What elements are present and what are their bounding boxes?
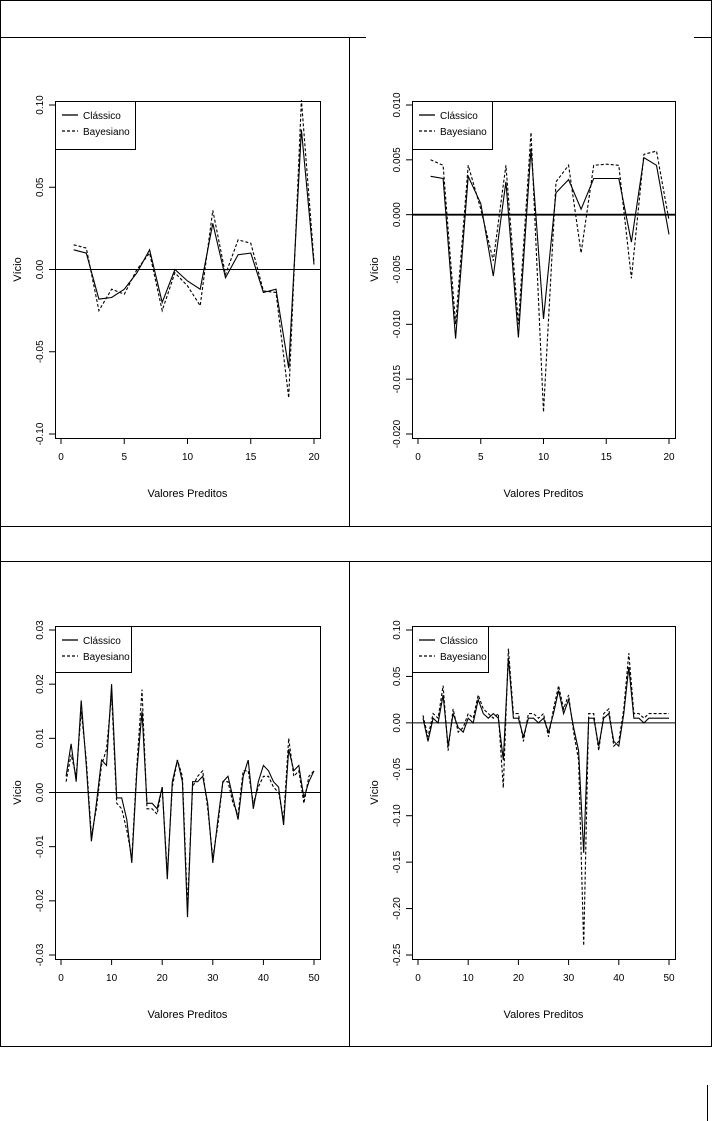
x-axis <box>415 959 675 984</box>
x-tick-label: 20 <box>512 973 524 984</box>
legend-label-bayesiano: Bayesiano <box>83 127 130 138</box>
y-tick-label: -0.010 <box>392 310 403 339</box>
x-tick-label: 0 <box>415 973 421 984</box>
legend-label-bayesiano: Bayesiano <box>440 127 487 138</box>
legend-box <box>56 627 132 673</box>
y-tick-label: -0.20 <box>392 897 403 920</box>
legend-box <box>413 102 493 150</box>
x-tick-label: 10 <box>106 973 118 984</box>
y-tick-label: -0.15 <box>392 850 403 874</box>
series-line-classico <box>431 149 669 339</box>
y-axis-title: Vício <box>369 780 381 805</box>
chart-panel-bottom-right <box>369 620 676 1021</box>
y-tick-label: 0.10 <box>35 95 46 115</box>
x-tick-label: 20 <box>308 452 320 463</box>
x-tick-label: 5 <box>477 452 484 463</box>
legend <box>413 627 489 673</box>
series-line-classico <box>74 130 314 369</box>
series-line-bayesiano <box>431 132 669 412</box>
legend <box>413 102 493 150</box>
x-axis <box>58 438 320 463</box>
legend-label-bayesiano: Bayesiano <box>440 652 487 663</box>
x-tick-label: 20 <box>156 973 168 984</box>
x-tick-label: 15 <box>600 452 612 463</box>
legend-box <box>413 627 489 673</box>
x-axis-title: Valores Preditos <box>503 488 584 500</box>
y-tick-label: 0.010 <box>392 92 403 118</box>
y-axis-title: Vício <box>369 257 381 282</box>
y-axis-title: Vício <box>12 257 24 282</box>
legend-box <box>56 102 136 150</box>
x-axis-title: Valores Preditos <box>147 1009 228 1021</box>
x-tick-label: 0 <box>58 452 64 463</box>
y-tick-label: 0.005 <box>392 147 403 173</box>
y-tick-label: -0.03 <box>35 943 46 967</box>
y-tick-label: -0.005 <box>392 255 403 284</box>
y-tick-label: 0.05 <box>392 666 403 687</box>
y-tick-label: -0.25 <box>392 943 403 967</box>
series-line-classico <box>66 684 314 917</box>
x-tick-label: 40 <box>613 973 625 984</box>
y-tick-label: 0.10 <box>392 620 403 640</box>
legend <box>56 102 136 150</box>
y-axis <box>392 620 412 967</box>
x-tick-label: 40 <box>257 973 269 984</box>
y-tick-label: -0.05 <box>392 757 403 781</box>
y-tick-label: -0.015 <box>392 364 403 394</box>
series-line-bayesiano <box>66 690 314 907</box>
y-tick-label: -0.01 <box>35 835 46 859</box>
y-tick-label: -0.02 <box>35 889 46 913</box>
x-axis-title: Valores Preditos <box>147 488 228 500</box>
y-tick-label: 0.03 <box>35 620 46 640</box>
chart-panel-top-left <box>12 95 321 500</box>
x-axis-title: Valores Preditos <box>503 1009 584 1021</box>
chart-panel-top-right <box>369 92 676 500</box>
legend-label-classico: Clássico <box>83 111 121 122</box>
x-tick-label: 10 <box>181 452 194 463</box>
legend-label-classico: Clássico <box>440 636 478 647</box>
y-tick-label: 0.05 <box>35 177 46 197</box>
y-tick-label: 0.01 <box>35 728 46 749</box>
x-tick-label: 20 <box>663 452 675 463</box>
x-tick-label: 10 <box>462 973 474 984</box>
y-tick-label: 0.02 <box>35 674 46 694</box>
series-line-bayesiano <box>423 649 669 946</box>
y-tick-label: 0.00 <box>35 259 46 280</box>
y-axis <box>35 620 55 967</box>
y-tick-label: -0.020 <box>392 419 403 449</box>
x-tick-label: 15 <box>245 452 257 463</box>
x-tick-label: 50 <box>663 973 675 984</box>
x-tick-label: 30 <box>563 973 575 984</box>
legend-label-bayesiano: Bayesiano <box>83 652 130 663</box>
y-axis <box>35 95 55 446</box>
plot-frame <box>413 102 676 439</box>
x-tick-label: 5 <box>121 452 128 463</box>
y-axis <box>392 92 412 448</box>
y-tick-label: 0.00 <box>392 713 403 733</box>
y-tick-label: 0.000 <box>392 202 403 228</box>
x-tick-label: 50 <box>308 973 320 984</box>
legend-label-classico: Clássico <box>83 636 121 647</box>
y-tick-label: -0.05 <box>35 340 46 364</box>
y-tick-label: -0.10 <box>35 422 46 446</box>
x-axis <box>415 438 675 463</box>
plot-frame <box>413 627 676 960</box>
y-tick-label: 0.00 <box>35 782 46 803</box>
x-tick-label: 30 <box>207 973 219 984</box>
table-frame <box>0 1 712 1121</box>
chart-panel-bottom-left <box>12 620 321 1021</box>
legend <box>56 627 132 673</box>
y-tick-label: -0.10 <box>392 804 403 828</box>
x-axis <box>58 959 320 984</box>
x-tick-label: 0 <box>58 973 64 984</box>
legend-label-classico: Clássico <box>440 111 478 122</box>
y-axis-title: Vício <box>12 780 24 805</box>
x-tick-label: 0 <box>415 452 421 463</box>
x-tick-label: 10 <box>537 452 550 463</box>
